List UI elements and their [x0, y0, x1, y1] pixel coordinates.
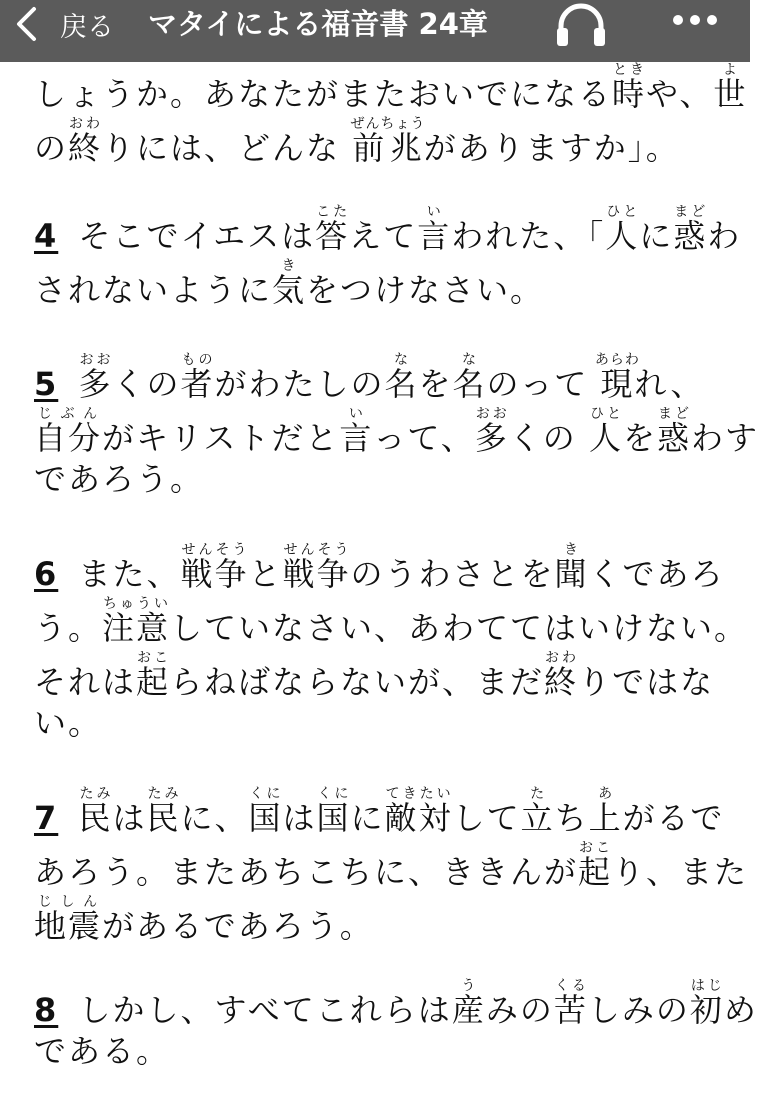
- verse-line: であろう。: [34, 460, 205, 498]
- verse-number[interactable]: 7: [34, 799, 59, 837]
- chevron-left-icon: [14, 6, 40, 42]
- verse-line: しょうか。あなたがまたおいでになる時ときや、世よ: [34, 62, 748, 113]
- verse-6: 6 また、戦争せんそうと戦争せんそうのうわさとを聞きくであろ: [34, 542, 725, 593]
- chapter-content: [0, 62, 759, 1099]
- back-label[interactable]: 戻る: [60, 11, 114, 43]
- page-title: マタイによる福音書 24章: [148, 7, 488, 41]
- verse-line: されないように気きをつけなさい。: [34, 258, 545, 309]
- verse-number[interactable]: 6: [34, 555, 59, 593]
- verse-7: 7 民たみは民たみに、国くには国くにに敵対てきたいして立たち上あがるで: [34, 786, 725, 837]
- verse-line: それは起おこらねばならないが、まだ終おわりではな: [34, 650, 715, 701]
- verse-line: い。: [34, 704, 103, 742]
- back-button[interactable]: [14, 6, 114, 42]
- verse-5: 5 多おおくの者ものがわたしの名なを名なのって 現あらわれ、: [34, 352, 705, 403]
- verse-line: である。: [34, 1032, 171, 1070]
- verse-line: あろう。またあちこちに、ききんが起おこり、また: [34, 840, 749, 891]
- verse-number[interactable]: 5: [34, 365, 59, 403]
- verse-4: 4 そこでイエスは答こたえて言いわれた、「人ひとに惑まどわ: [34, 204, 742, 255]
- verse-line: 自分じぶんがキリストだと言いって、多おおくの 人ひとを惑まどわす: [34, 406, 759, 457]
- verse-line: の終おわりには、どんな 前兆ぜんちょうがありますか」。: [34, 116, 680, 167]
- verse-number[interactable]: 4: [34, 217, 59, 255]
- nav-bar: [0, 0, 750, 62]
- verse-line: う。注意ちゅういしていなさい、あわててはいけない。: [34, 596, 749, 647]
- more-icon[interactable]: [670, 8, 720, 32]
- verse-line: 地震じしんがあるであろう。: [34, 894, 374, 945]
- headphones-icon[interactable]: [553, 2, 609, 46]
- verse-8: 8 しかし、すべてこれらは産うみの苦くるしみの初はじめ: [34, 978, 758, 1029]
- verse-number[interactable]: 8: [34, 991, 59, 1029]
